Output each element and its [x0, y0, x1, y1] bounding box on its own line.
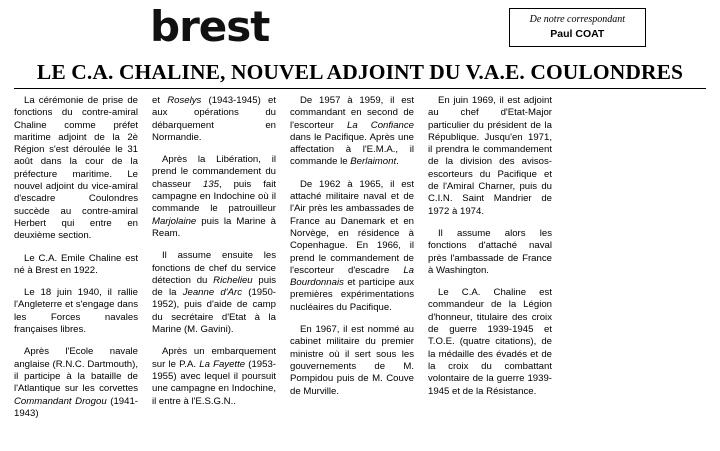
- article-body: [14, 95, 706, 451]
- paragraph: En 1967, il est nommé au cabinet militaire du premier ministre où il sert sous les gouvernements de M. Pompidou puis de M. Couve de Murville.: [290, 324, 414, 397]
- article-column-1: [14, 95, 138, 451]
- correspondent-credit-box: [509, 8, 646, 47]
- paragraph: Il assume ensuite les fonctions de chef du service détection du Richelieu puis de la Jeanne d'Arc (1950-1952), puis d'aide de camp du secrétaire d'Etat à la Marine (M. Gavini).: [152, 250, 276, 336]
- paragraph: De 1957 à 1959, il est commandant en second de l'escorteur La Confiance dans le Pacifique. Après une affectation à l'E.M.A., il commande le Berlaimont.: [290, 95, 414, 168]
- article-column-3: [290, 95, 414, 451]
- correspondent-label: De notre correspondant: [529, 14, 625, 25]
- correspondent-name: Paul COAT: [550, 28, 605, 40]
- paragraph: La cérémonie de prise de fonctions du contre-amiral Chaline comme préfet maritime adjoint de la 2è Région s'est déroulée le 31 août dans la cour de la préfecture maritime. Le nouvel adjoint du vice-amiral d'escadre Coulondres succède au contre-amiral Herbert qui entre en deuxième section.: [14, 95, 138, 242]
- paragraph: Le C.A. Emile Chaline est né à Brest en 1922.: [14, 252, 138, 276]
- paragraph: Le 18 juin 1940, il rallie l'Angleterre et s'engage dans les Forces navales françaises libres.: [14, 287, 138, 336]
- paragraph: Après la Libération, il prend le commandement du chasseur 135, puis fait campagne en Indochine où il commande le patrouilleur Marjolaine puis la Marine à Ream.: [152, 154, 276, 239]
- article-column-2: [152, 95, 276, 451]
- paragraph: Le C.A. Chaline est commandeur de la Légion d'honneur, titulaire des croix de guerre 1939-1945 et T.O.E. (quatre citations), de la médaille des évadés et de la croix du combattant volontaire de la guerre 1939-1945 et de la Résistance.: [428, 287, 552, 397]
- article-column-4: [428, 95, 552, 451]
- paragraph: En juin 1969, il est adjoint au chef d'Etat-Major particulier du président de la République. Jusqu'en 1971, il prendra le commandement de la division des avisos-escorteurs du Pacifique et de l'Amiral Charner, puis du C.I.N. Saint Mandrier de 1972 à 1974.: [428, 95, 552, 217]
- paragraph: Après l'Ecole navale anglaise (R.N.C. Dartmouth), il participe à la bataille de l'Atlantique sur les corvettes Commandant Drogou (1941-1943): [14, 346, 138, 419]
- paragraph: et Roselys (1943-1945) et aux opérations du débarquement en Normandie.: [152, 95, 276, 143]
- headline-divider: [14, 88, 706, 89]
- masthead-title: brest: [150, 2, 270, 51]
- article-headline: LE C.A. CHALINE, NOUVEL ADJOINT DU V.A.E. COULONDRES: [36, 60, 684, 84]
- paragraph: Il assume alors les fonctions d'attaché naval près l'ambassade de France à Washington.: [428, 227, 552, 276]
- masthead: [14, 2, 706, 58]
- paragraph: Après un embarquement sur le P.A. La Fayette (1953-1955) avec lequel il poursuit une campagne en Indochine, il entre à l'E.S.G.N..: [152, 346, 277, 407]
- paragraph: De 1962 à 1965, il est attaché militaire naval et de l'Air près les ambassades de France au Danemark et en Norvège, en résidence à Copenhague. En 1966, il prend le commandement de l'escorteur d'escadre La Bourdonnais et participe aux premières expérimentations nucléaires du Pacifique.: [290, 178, 414, 313]
